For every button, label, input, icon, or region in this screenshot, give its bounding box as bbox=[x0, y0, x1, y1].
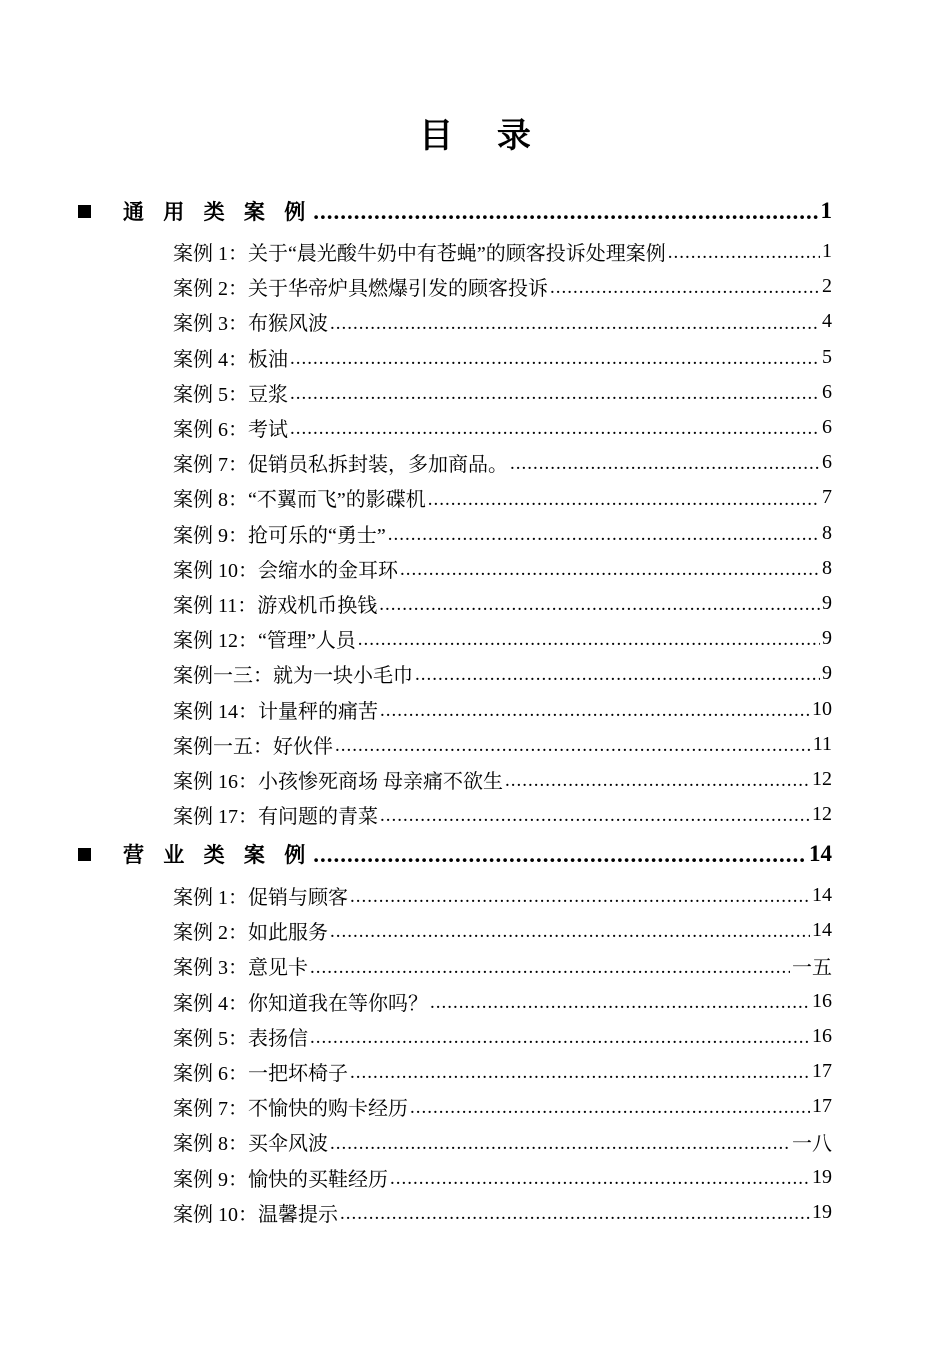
entry-page-number: 一五 bbox=[792, 957, 832, 980]
toc-entry[interactable] bbox=[173, 551, 832, 586]
dot-leader bbox=[350, 887, 810, 913]
dot-leader bbox=[290, 419, 820, 445]
toc-entry[interactable] bbox=[173, 762, 832, 797]
entry-title: 案例 7：促销员私拆封装，多加商品。 bbox=[173, 454, 508, 477]
entry-title: 案例 11：游戏机币换钱 bbox=[173, 594, 378, 617]
entry-page-number: 12 bbox=[812, 767, 832, 790]
dot-leader bbox=[668, 243, 820, 269]
dot-leader bbox=[415, 665, 820, 691]
entry-title: 案例 6：一把坏椅子 bbox=[173, 1063, 348, 1086]
entry-page-number: 8 bbox=[822, 556, 832, 579]
dot-leader bbox=[335, 736, 811, 762]
dot-leader bbox=[380, 701, 810, 727]
toc-entry[interactable] bbox=[173, 1054, 832, 1089]
entry-page-number: 19 bbox=[812, 1200, 832, 1223]
entry-page-number: 19 bbox=[812, 1165, 832, 1188]
dot-leader bbox=[400, 560, 820, 586]
entry-page-number: 11 bbox=[812, 732, 832, 755]
entry-title: 案例 6：考试 bbox=[173, 419, 288, 442]
entry-title: 案例 2：如此服务 bbox=[173, 922, 328, 945]
entry-title: 案例 8：“不翼而飞”的影碟机 bbox=[173, 489, 426, 512]
dot-leader bbox=[290, 349, 820, 375]
toc-entry-list bbox=[173, 878, 832, 1230]
dot-leader bbox=[428, 490, 820, 516]
dot-leader bbox=[358, 630, 820, 656]
dot-leader bbox=[330, 1134, 790, 1160]
entry-title: 案例 10：会缩水的金耳环 bbox=[173, 559, 398, 582]
dot-leader bbox=[430, 993, 810, 1019]
toc-entry[interactable] bbox=[173, 797, 832, 832]
dot-leader bbox=[388, 525, 820, 551]
toc-entry[interactable] bbox=[173, 1195, 832, 1230]
entry-title: 案例 2：关于华帝炉具燃爆引发的顾客投诉 bbox=[173, 278, 548, 301]
entry-title: 案例 9：愉快的买鞋经历 bbox=[173, 1168, 388, 1191]
toc-entry[interactable] bbox=[173, 1089, 832, 1124]
entry-title: 案例 4：板油 bbox=[173, 348, 288, 371]
entry-page-number: 17 bbox=[812, 1060, 832, 1083]
dot-leader bbox=[340, 1204, 810, 1230]
entry-title: 案例 9：抢可乐的“勇士” bbox=[173, 524, 386, 547]
dot-leader bbox=[290, 384, 820, 410]
section-page-number: 14 bbox=[809, 841, 832, 866]
entry-page-number: 16 bbox=[812, 989, 832, 1012]
entry-title: 案例 8：买伞风波 bbox=[173, 1133, 328, 1156]
entry-title: 案例一三：就为一块小毛巾 bbox=[173, 665, 413, 688]
toc-entry[interactable] bbox=[173, 1160, 832, 1195]
dot-leader bbox=[313, 200, 818, 231]
dot-leader bbox=[410, 1098, 810, 1124]
square-bullet-icon bbox=[78, 205, 91, 218]
toc-entry[interactable] bbox=[173, 304, 832, 339]
entry-title: 案例 10：温馨提示 bbox=[173, 1203, 338, 1226]
dot-leader bbox=[379, 595, 820, 621]
entry-page-number: 5 bbox=[822, 345, 832, 368]
entry-title: 案例 5：表扬信 bbox=[173, 1027, 308, 1050]
entry-title: 案例 1：关于“晨光酸牛奶中有苍蝇”的顾客投诉处理案例 bbox=[173, 243, 666, 266]
toc-entry[interactable] bbox=[173, 340, 832, 375]
section-label: 通 用 类 案 例 bbox=[123, 200, 312, 224]
toc-entry[interactable] bbox=[173, 656, 832, 691]
toc-entry[interactable] bbox=[173, 727, 832, 762]
entry-title: 案例 1：促销与顾客 bbox=[173, 887, 348, 910]
toc-entry[interactable] bbox=[173, 234, 832, 269]
section-label: 营 业 类 案 例 bbox=[123, 843, 312, 867]
entry-title: 案例 3：意见卡 bbox=[173, 957, 308, 980]
toc-entry[interactable] bbox=[173, 1019, 832, 1054]
entry-title: 案例 14：计量秤的痛苦 bbox=[173, 700, 378, 723]
entry-title: 案例一五：好伙伴 bbox=[173, 735, 333, 758]
section-page-number: 1 bbox=[820, 198, 832, 223]
page-title: 目 录 bbox=[419, 116, 547, 156]
entry-page-number: 6 bbox=[822, 416, 832, 439]
toc-entry[interactable] bbox=[173, 691, 832, 726]
toc-entry[interactable] bbox=[173, 445, 832, 480]
dot-leader bbox=[313, 843, 807, 874]
entry-page-number: 6 bbox=[822, 380, 832, 403]
toc-entry[interactable] bbox=[173, 269, 832, 304]
entry-page-number: 17 bbox=[812, 1095, 832, 1118]
entry-page-number: 4 bbox=[822, 310, 832, 333]
square-bullet-icon bbox=[78, 848, 91, 861]
entry-page-number: 7 bbox=[822, 486, 832, 509]
entry-title: 案例 4：你知道我在等你吗？ bbox=[173, 992, 428, 1015]
dot-leader bbox=[330, 922, 810, 948]
entry-page-number: 6 bbox=[822, 451, 832, 474]
dot-leader bbox=[510, 454, 820, 480]
entry-title: 案例 7：不愉快的购卡经历 bbox=[173, 1098, 408, 1121]
toc-entry[interactable] bbox=[173, 410, 832, 445]
entry-page-number: 一八 bbox=[792, 1133, 832, 1156]
toc-entry[interactable] bbox=[173, 516, 832, 551]
dot-leader bbox=[390, 1169, 810, 1195]
entry-page-number: 14 bbox=[812, 919, 832, 942]
entry-title: 案例 17：有问题的青菜 bbox=[173, 806, 378, 829]
toc-entry[interactable] bbox=[173, 1124, 832, 1159]
toc-entry[interactable] bbox=[173, 480, 832, 515]
entry-title: 案例 5：豆浆 bbox=[173, 383, 288, 406]
dot-leader bbox=[310, 1028, 810, 1054]
toc-entry[interactable] bbox=[173, 586, 832, 621]
dot-leader bbox=[350, 1063, 810, 1089]
entry-title: 案例 12：“管理”人员 bbox=[173, 630, 356, 653]
entry-page-number: 2 bbox=[822, 275, 832, 298]
entry-page-number: 9 bbox=[822, 662, 832, 685]
dot-leader bbox=[310, 958, 790, 984]
entry-page-number: 12 bbox=[812, 803, 832, 826]
entry-page-number: 10 bbox=[812, 697, 832, 720]
dot-leader bbox=[330, 314, 820, 340]
toc-entry[interactable] bbox=[173, 375, 832, 410]
dot-leader bbox=[550, 278, 820, 304]
entry-page-number: 14 bbox=[812, 884, 832, 907]
entry-page-number: 1 bbox=[822, 240, 832, 263]
entry-title: 案例 16：小孩惨死商场 母亲痛不欲生 bbox=[173, 770, 503, 793]
entry-page-number: 8 bbox=[822, 521, 832, 544]
section-heading[interactable] bbox=[78, 834, 832, 874]
dot-leader bbox=[380, 806, 810, 832]
toc-entry[interactable] bbox=[173, 984, 832, 1019]
entry-page-number: 9 bbox=[822, 591, 832, 614]
toc-entry[interactable] bbox=[173, 621, 832, 656]
section-heading[interactable] bbox=[78, 191, 832, 231]
toc-entry-list bbox=[173, 234, 832, 832]
entry-title: 案例 3：布猴风波 bbox=[173, 313, 328, 336]
entry-page-number: 16 bbox=[812, 1024, 832, 1047]
toc-entry[interactable] bbox=[173, 913, 832, 948]
toc-entry[interactable] bbox=[173, 948, 832, 983]
entry-page-number: 9 bbox=[822, 627, 832, 650]
toc-entry[interactable] bbox=[173, 878, 832, 913]
dot-leader bbox=[505, 771, 810, 797]
